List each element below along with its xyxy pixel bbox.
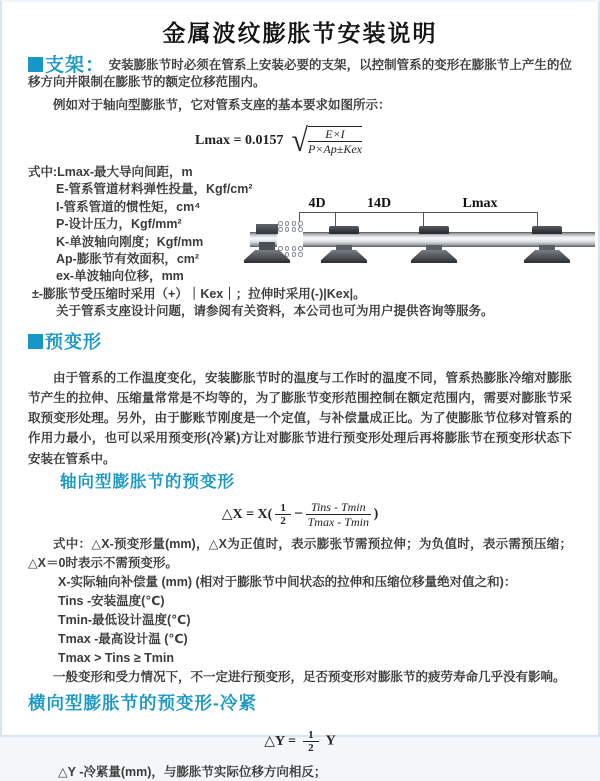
formula-lhs: △X = X( [221,507,273,523]
tmax-line: Tmax -最高设计温 (℃) [58,632,188,647]
half-numerator: 1 [275,502,291,515]
sqrt-radical-icon: √ [291,122,308,159]
formula-numerator: E×I [308,127,362,142]
lateral-subsection-heading: 横向型膨胀节的预变形-冷紧 [28,693,257,714]
guide-support-base [524,250,570,263]
support-intro-text: 安装膨胀节时必须在管系上安装必要的支架，以控制管系的变形在膨胀节上产生的位移方向并限制在膨胀节的额定位移范围内。 [28,58,572,89]
def-item-ex: ex-单波轴向位移，mm [56,269,184,284]
temperature-fraction [306,500,371,529]
x-definition-line: X-实际轴向补偿量 (mm) (相对于膨胀节中间状态的拉伸和压缩位移量绝对值之和)： [58,575,517,590]
temp-fraction-denominator: Tmax - Tmin [307,515,369,530]
support-heading-label: 支架： [45,55,106,76]
bellows-coil-icon [278,246,303,251]
half-fraction [303,729,319,754]
formula-lhs: △Y = [264,733,297,749]
half-numerator: 1 [303,729,319,742]
section-square-icon [28,57,43,72]
dim-label-lmax: Lmax [462,196,498,211]
guide-support-cap [419,226,449,234]
def-item-k: K-单波轴向刚度；Kgf/mm [56,234,204,249]
formula-denominator: P×Ap±Kex [307,142,362,156]
guide-support-cap [532,226,562,234]
lateral-preform-formula [28,729,572,754]
def-item-ap: Ap-膨胀节有效面积，cm² [56,252,200,267]
minus-sign: − [293,505,303,523]
temperature-inequality-line: Tmax > Tins ≥ Tmin [58,651,175,666]
delta-y-definition-line: △Y -冷紧量(mm)，与膨胀节实际位移方向相反； [58,764,327,779]
lmax-formula [28,124,532,158]
support-intro-paragraph [28,57,572,91]
plus-minus-note: ±-膨胀节受压缩时采用（+）｜Kex｜；拉伸时采用(-)|Kex|。 [32,286,366,301]
dim-label-14d: 14D [366,196,392,211]
axial-note-line: 一般变形和受力情况下，不一定进行预变形，足否预变形对膨胀节的疲劳寿命几乎没有影响。 [53,670,566,685]
formula-lhs: Lmax = 0.0157 [195,133,284,148]
dim-label-4d: 4D [308,196,326,211]
closing-paren: ) [373,506,379,522]
half-denominator: 2 [280,515,286,528]
half-fraction [275,502,291,527]
temp-fraction-numerator: Tins - Tmin [306,500,371,515]
support-example-line: 例如对于轴向型膨胀节，它对管系支座的基本要求如图所示： [53,98,391,112]
where-line: 式中:Lmax-最大导向间距，m [28,165,193,179]
half-denominator: 2 [308,741,314,754]
formula-fraction [308,126,362,156]
preform-paragraph: 由于管系的工作温度变化，安装膨胀节时的温度与工作时的温度不同，管系热膨胀冷缩对膨胀节产生的拉伸、压缩量常常是不均等的，为了膨胀节变形范围控制在额定范围内，需要对膨胀节采取预变形处理。另外，由于膨账节刚度是一个定值，与补偿量成正比。为了使膨胀节位移对管系的作用力最小，也可以采用预变形(冷紧)方让对膨胀节进行预变形处理后再将膨胀节在预变形状态下安装在管系中。 [28,370,572,466]
bellows-coil-icon [278,221,303,226]
guide-support-base [411,250,457,263]
axial-subsection-heading: 轴向型膨胀节的预变形 [60,473,235,492]
service-note: 关于管系支座设计问题，请参阅有关资料，本公司也可为用户提供咨询等服务。 [56,304,494,319]
def-item-e: E-管系管道材料弹性投量，Kgf/cm² [56,182,253,197]
page-title: 金属波纹膨胀节安装说明 [162,20,438,46]
tmin-line: Tmin-最低设计温度(℃) [58,613,191,628]
anchor-support-neck [259,242,275,250]
bellows-coil-icon [278,227,303,232]
anchor-support-block [256,224,278,234]
tins-line: Tins -安装温度(℃) [58,594,165,609]
preform-heading-label: 预变形 [45,331,102,352]
section-square-icon [28,334,43,349]
def-item-p: P-设计压力，Kgf/mm² [56,217,182,232]
preform-section-heading [28,331,572,353]
axial-where-paragraph: 式中：△X-预变形量(mm)，△X为正值时，表示膨张节需预拉伸；为负值时，表示需预压缩；△X＝0时表示不需预变形。 [28,537,572,571]
guide-support-cap [329,226,359,234]
guide-support-base [321,250,367,263]
support-section-heading [28,55,105,76]
formula-variable-y: Y [325,733,336,749]
def-item-i: I-管系管道的惯性矩，cm⁴ [56,199,201,214]
pipe-support-diagram [250,198,600,290]
axial-preform-formula [28,500,572,529]
